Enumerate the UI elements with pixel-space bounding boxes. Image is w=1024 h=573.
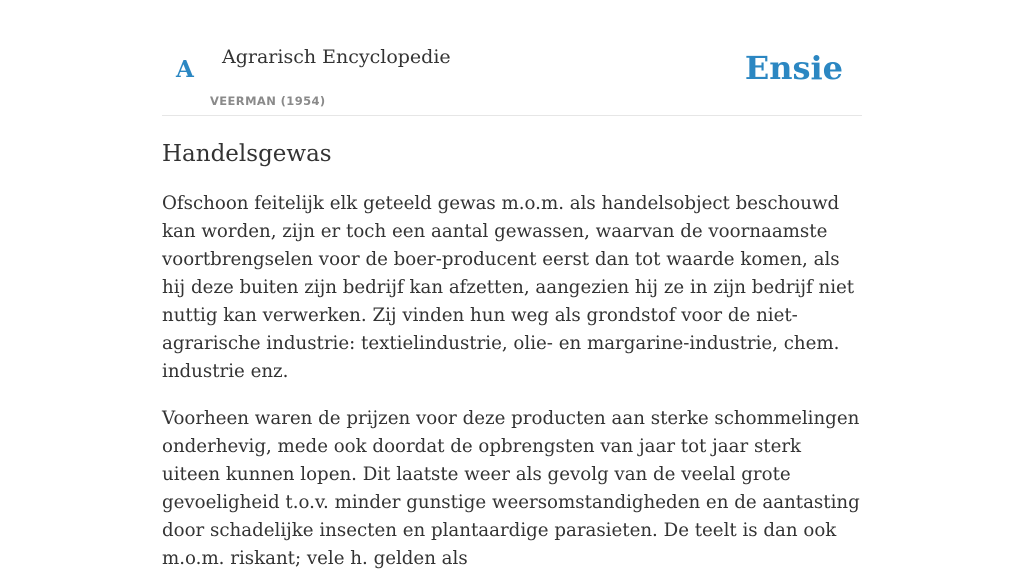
article	[162, 138, 862, 573]
letter-index-link[interactable]: A	[176, 56, 194, 83]
brand-logo[interactable]: Ensie	[744, 49, 843, 87]
article-title: Handelsgewas	[162, 141, 332, 167]
article-paragraph: Voorheen waren de prijzen voor deze producten aan sterke schommelingen onderhevig, mede ook doordat de opbrengsten van jaar tot jaar sterk uiteen kunnen lopen. Dit laatste weer als gevolg van de veelal grote gevoeligheid t.o.v. minder gunstige weersomstandigheden en de aantasting door schadelijke insecten en plantaardige parasieten. De teelt is dan ook m.o.m. riskant; vele h. gelden als	[162, 408, 860, 569]
article-paragraph: Ofschoon feitelijk elk geteeld gewas m.o.m. als handelsobject beschouwd kan worden, zijn er toch een aantal gewassen, waarvan de voornaamste voortbrengselen voor de boer-producent eerst dan tot waarde komen, als hij deze buiten zijn bedrijf kan afzetten, aangezien hij ze in zijn bedrijf niet nuttig kan verwerken. Zij vinden hun weg als grondstof voor de niet-agrarische industrie: textielindustrie, olie- en margarine-industrie, chem. industrie enz.	[162, 193, 855, 382]
page-header	[162, 0, 862, 116]
book-author: VEERMAN (1954)	[210, 94, 326, 108]
book-title[interactable]: Agrarisch Encyclopedie	[222, 46, 451, 68]
